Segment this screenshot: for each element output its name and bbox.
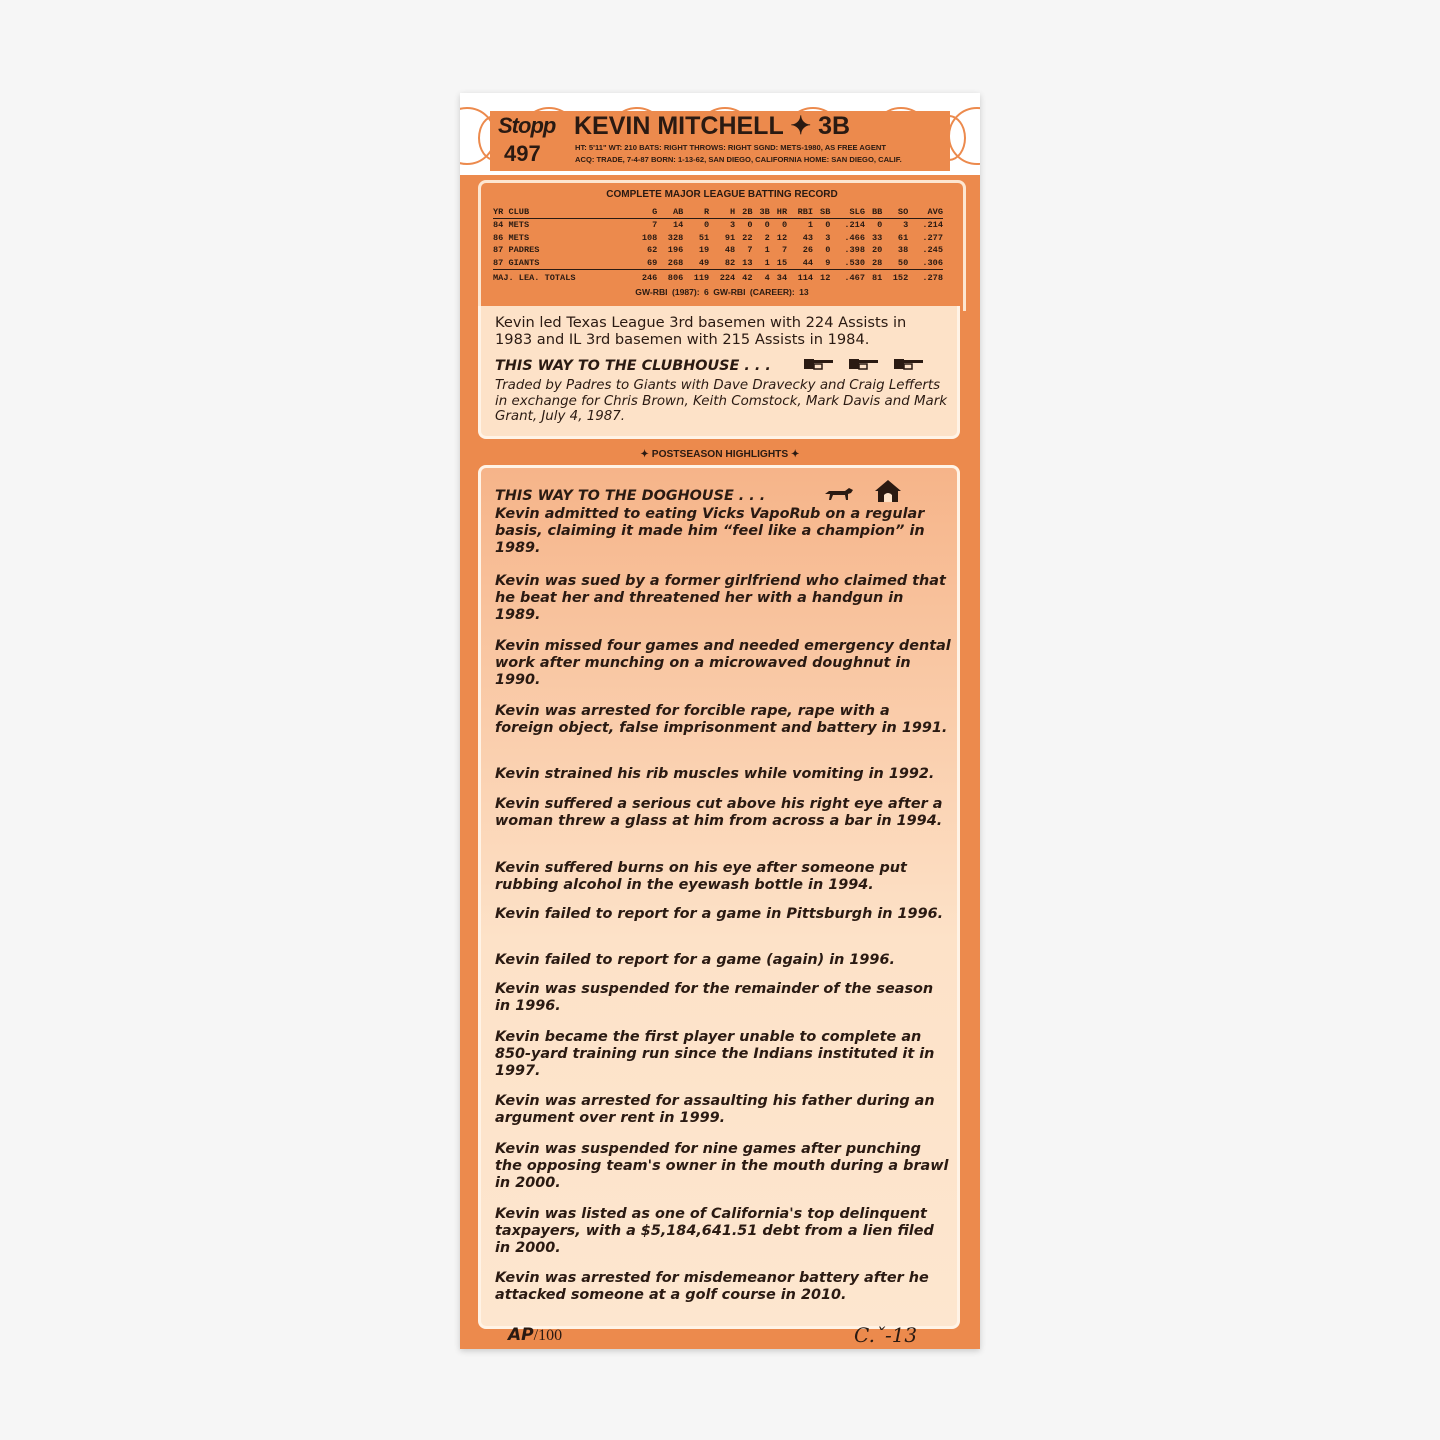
table-cell: 69 (646, 257, 658, 268)
list-item: Kevin admitted to eating Vicks VapoRub on a regular basis, claiming it made him “feel like a champion” in 1989. (495, 506, 925, 557)
table-row (493, 257, 943, 270)
table-cell: 2 (764, 232, 770, 243)
table-cell: .398 (844, 245, 865, 256)
table-cell: .466 (844, 232, 865, 243)
pointing-hand-icon (803, 356, 835, 372)
table-cell: 15 (776, 257, 788, 268)
table-cell: 152 (882, 270, 908, 286)
trading-card (460, 93, 980, 1349)
list-item: Kevin was sued by a former girlfriend who claimed that he beat her and threatened her with a handgun in 1989. (495, 573, 946, 624)
table-cell: 3 (903, 220, 909, 231)
table-cell: 3 (825, 232, 831, 243)
table-cell: 86 METS (493, 232, 530, 243)
table-row (493, 232, 943, 245)
table-cell: .277 (922, 232, 943, 243)
table-cell: 328 (667, 232, 684, 243)
list-item: Kevin missed four games and needed emergency dental work after munching on a microwaved doughnut in 1990. (495, 638, 951, 689)
table-header-row (493, 205, 943, 219)
list-item: Kevin suffered burns on his eye after someone put rubbing alcohol in the eyewash bottle in 1994. (495, 860, 907, 894)
brand-logo: Stopp (498, 113, 556, 138)
table-cell: 12 (813, 270, 830, 286)
table-cell: 114 (787, 270, 813, 286)
card-number: 497 (504, 141, 541, 166)
table-cell: 7 (747, 245, 753, 256)
table-cell: 82 (724, 257, 736, 268)
list-item: Kevin was arrested for assaulting his father during an argument over rent in 1999. (495, 1093, 935, 1127)
table-row (493, 219, 943, 232)
column-header: G (631, 205, 657, 219)
player-bio (575, 142, 955, 166)
table-cell: 806 (657, 270, 683, 286)
table-cell: 196 (667, 245, 684, 256)
column-header: BB (865, 205, 882, 219)
postseason-label: ✦ POSTSEASON HIGHLIGHTS ✦ (640, 449, 800, 460)
notes-text: Kevin led Texas League 3rd basemen with 224 Assists in 1983 and IL 3rd basemen with 215 Assists in 1984. (495, 314, 907, 348)
list-item: Kevin was arrested for forcible rape, rape with a foreign object, false imprisonment and battery in 1991. (495, 703, 948, 737)
column-header: AVG (908, 205, 943, 219)
list-item: Kevin became the first player unable to complete an 850-yard training run since the Indians instituted it in 1997. (495, 1029, 935, 1080)
column-header: H (709, 205, 735, 219)
batting-record-title: COMPLETE MAJOR LEAGUE BATTING RECORD (606, 189, 838, 200)
list-item: Kevin suffered a serious cut above his right eye after a woman threw a glass at him from across a bar in 1994. (495, 796, 943, 830)
table-cell: 81 (865, 270, 882, 286)
table-cell: 0 (747, 220, 753, 231)
list-item: Kevin was suspended for the remainder of the season in 1996. (495, 981, 934, 1015)
list-item: Kevin was arrested for misdemeanor battery after he attacked someone at a golf course in 2010. (495, 1270, 929, 1304)
table-cell: 44 (802, 257, 814, 268)
doghouse-icon (873, 478, 903, 504)
notes-panel (478, 306, 960, 439)
pointing-hand-icon (848, 356, 880, 372)
player-name: KEVIN MITCHELL ✦ 3B (574, 112, 851, 140)
list-item: Kevin failed to report for a game (again) in 1996. (495, 952, 895, 968)
batting-record (478, 180, 966, 311)
table-cell: 0 (825, 220, 831, 231)
table-cell: 119 (683, 270, 709, 286)
list-item: Kevin failed to report for a game in Pittsburgh in 1996. (495, 906, 944, 922)
table-cell: .530 (844, 257, 865, 268)
edition-mark: AP (508, 1325, 534, 1345)
table-cell: 4 (752, 270, 769, 286)
table-cell: 9 (825, 257, 831, 268)
table-cell: 87 PADRES (493, 245, 540, 256)
list-item: Kevin was suspended for nine games after punching the opposing team's owner in the mouth during a brawl in 2000. (495, 1141, 949, 1192)
table-cell: .245 (922, 245, 943, 256)
edition-total: /100 (533, 1327, 563, 1344)
table-cell: 19 (698, 245, 710, 256)
table-cell: 84 METS (493, 220, 530, 231)
table-cell: 38 (897, 245, 909, 256)
dog-icon (823, 486, 855, 502)
list-item: Kevin strained his rib muscles while vomiting in 1992. (495, 766, 935, 782)
column-header: RBI (787, 205, 813, 219)
bio-line: HT: 5'11" WT: 210 BATS: RIGHT THROWS: RIGHT SGND: METS-1980, AS FREE AGENT (575, 143, 887, 152)
table-cell: 51 (698, 232, 710, 243)
table-cell: 87 GIANTS (493, 257, 540, 268)
table-cell: 49 (698, 257, 710, 268)
table-cell: 12 (776, 232, 788, 243)
table-cell: 0 (781, 220, 788, 231)
table-cell: 14 (672, 220, 684, 231)
gw-rbi-line: GW-RBI (1987): 6 GW-RBI (CAREER): 13 (635, 287, 809, 297)
column-header: HR (770, 205, 787, 219)
table-cell: 108 (641, 232, 658, 243)
table-cell: .306 (922, 257, 943, 268)
table-cell: 0 (825, 245, 831, 256)
table-cell: 43 (802, 232, 814, 243)
bio-line: ACQ: TRADE, 7-4-87 BORN: 1-13-62, SAN DIEGO, CALIFORNIA HOME: SAN DIEGO, CALIF. (575, 155, 902, 164)
table-cell: 224 (709, 270, 735, 286)
table-cell: 42 (735, 270, 752, 286)
totals-row (493, 270, 943, 286)
table-cell: 246 (631, 270, 657, 286)
table-cell: 1 (764, 257, 770, 268)
batting-table (493, 205, 943, 285)
column-header: R (683, 205, 709, 219)
table-row (493, 244, 943, 257)
column-header: AB (657, 205, 683, 219)
table-cell: 0 (764, 220, 770, 231)
table-cell: 28 (871, 257, 883, 268)
table-cell: MAJ. LEA. TOTALS (493, 270, 631, 286)
clubhouse-heading: THIS WAY TO THE CLUBHOUSE . . . (495, 358, 771, 374)
table-cell: 0 (877, 220, 883, 231)
table-cell: .214 (922, 220, 943, 231)
pointing-hands (803, 356, 925, 376)
column-header: YR CLUB (493, 205, 631, 219)
column-header: SLG (830, 205, 865, 219)
table-cell: 91 (724, 232, 736, 243)
card-header (460, 93, 980, 175)
table-cell: 33 (871, 232, 883, 243)
column-header: 3B (752, 205, 769, 219)
table-cell: 1 (764, 245, 770, 256)
list-item: Kevin was listed as one of California's top delinquent taxpayers, with a $5,184,641.51 debt from a lien filed in 2000. (495, 1206, 934, 1257)
column-header: 2B (735, 205, 752, 219)
doghouse-panel (478, 465, 960, 1329)
table-cell: 268 (667, 257, 684, 268)
table-cell: 0 (704, 220, 710, 231)
table-cell: .467 (830, 270, 865, 286)
table-cell: .278 (908, 270, 943, 286)
pointing-hand-icon (893, 356, 925, 372)
table-cell: 13 (742, 257, 753, 268)
table-cell: 1 (807, 220, 814, 231)
doghouse-heading: THIS WAY TO THE DOGHOUSE . . . (495, 488, 766, 504)
table-cell: 48 (724, 245, 736, 256)
table-cell: 3 (730, 220, 736, 231)
table-cell: 7 (652, 220, 658, 231)
column-header: SB (813, 205, 830, 219)
artist-signature: C.ˇ-13 (854, 1323, 918, 1347)
table-cell: 61 (897, 232, 909, 243)
table-cell: 20 (871, 245, 883, 256)
table-cell: 22 (742, 232, 753, 243)
table-cell: 26 (802, 245, 814, 256)
table-cell: 50 (897, 257, 909, 268)
table-cell: 7 (781, 245, 788, 256)
table-cell: 34 (770, 270, 787, 286)
table-cell: 62 (646, 245, 658, 256)
column-header: SO (882, 205, 908, 219)
edition-number (508, 1325, 562, 1345)
clubhouse-text: Traded by Padres to Giants with Dave Dravecky and Craig Lefferts in exchange for Chris Brown, Keith Comstock, Mark Davis and Mark Grant, July 4, 1987. (495, 378, 947, 424)
table-cell: .214 (844, 220, 865, 231)
